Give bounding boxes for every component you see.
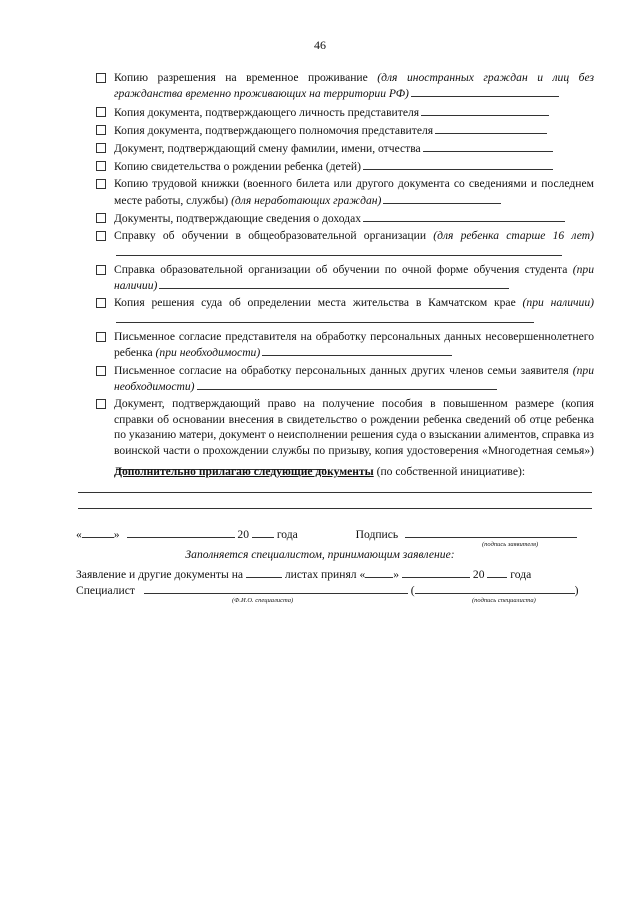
checkbox[interactable] bbox=[96, 298, 106, 308]
applicant-signature-field[interactable] bbox=[405, 526, 577, 538]
checklist-item-text: Копия решения суда об определении места жительства в Камчатском крае bbox=[114, 296, 523, 310]
received-year-prefix: 20 bbox=[472, 568, 485, 581]
checkbox[interactable] bbox=[96, 73, 106, 83]
checklist-item-text: Письменное согласие представителя на обработку персональных данных несовершеннолетнего ребенка bbox=[114, 330, 594, 360]
checkbox[interactable] bbox=[96, 143, 106, 153]
received-month-field[interactable] bbox=[402, 566, 470, 578]
date-year-prefix: 20 bbox=[237, 528, 249, 541]
checkbox[interactable] bbox=[96, 213, 106, 223]
checkbox[interactable] bbox=[96, 366, 106, 376]
checklist-item-text: Документ, подтверждающий смену фамилии, имени, отчества bbox=[114, 142, 421, 156]
checklist-item bbox=[96, 140, 594, 156]
specialist-label: Специалист bbox=[76, 584, 135, 597]
date-open-quote: « bbox=[76, 528, 82, 541]
checkbox[interactable] bbox=[96, 231, 106, 241]
checklist-item-fill-line[interactable] bbox=[197, 378, 497, 390]
checklist-item-text: Копия документа, подтверждающего личность представителя bbox=[114, 105, 420, 119]
date-month-field[interactable] bbox=[127, 526, 235, 538]
checklist-item-fill-line[interactable] bbox=[383, 192, 501, 204]
extra-documents-title-rest: (по собственной инициативе): bbox=[373, 465, 526, 478]
checkbox[interactable] bbox=[96, 179, 106, 189]
signature-label: Подпись bbox=[355, 528, 399, 541]
extra-documents-title bbox=[114, 465, 525, 478]
checklist-item-fill-line[interactable] bbox=[116, 311, 534, 323]
checkbox[interactable] bbox=[96, 399, 106, 409]
page-number: 46 bbox=[314, 38, 326, 52]
extra-documents-title-bold: Дополнительно прилагаю следующие документы bbox=[114, 465, 374, 478]
date-close-quote: » bbox=[113, 528, 120, 541]
checklist-item-text: Документ, подтверждающий право на получение пособия в повышенном размере (копия справки об основании внесения в свидетельство о рождении ребенка сведений об отце ребенка по указанию матери, документ о неисполнении решения суда о взыскании алиментов, справка из воинской части о прохождении службы по призыву, копия удостоверения «Многодетная семья») bbox=[114, 397, 594, 457]
specialist-open-paren: ( bbox=[410, 584, 415, 597]
specialist-name-field[interactable] bbox=[144, 582, 408, 594]
received-day-field[interactable] bbox=[365, 566, 393, 578]
checklist-item-fill-line[interactable] bbox=[411, 85, 559, 97]
checklist-item-text: Копия документа, подтверждающего полномочия представителя bbox=[114, 123, 434, 137]
received-year-suffix: года bbox=[510, 568, 532, 581]
received-prefix: Заявление и другие документы на bbox=[76, 568, 244, 581]
document-checklist bbox=[96, 70, 594, 476]
checklist-item-text: Копию свидетельства о рождении ребенка (детей) bbox=[114, 160, 361, 174]
received-year-field[interactable] bbox=[487, 566, 507, 578]
checklist-item-text: Документы, подтверждающие сведения о доходах bbox=[114, 212, 362, 226]
checklist-item-fill-line[interactable] bbox=[116, 244, 562, 256]
received-row bbox=[76, 566, 606, 581]
date-day-field[interactable] bbox=[82, 526, 114, 538]
checklist-item-fill-line[interactable] bbox=[435, 122, 547, 134]
checkbox[interactable] bbox=[96, 161, 106, 171]
received-mid: листах принял « bbox=[284, 568, 366, 581]
checklist-item bbox=[96, 363, 594, 395]
checklist-item-note: (для ребенка старше 16 лет) bbox=[433, 229, 594, 243]
checklist-item bbox=[96, 176, 594, 208]
checklist-item-fill-line[interactable] bbox=[423, 140, 553, 152]
specialist-signature-hint: (подпись специалиста) bbox=[472, 597, 536, 604]
checklist-item-note: (при необходимости) bbox=[155, 346, 261, 360]
sheets-count-field[interactable] bbox=[246, 566, 282, 578]
checklist-item-text: Письменное согласие на обработку персональных данных других членов семьи заявителя bbox=[114, 363, 573, 377]
applicant-signature-row bbox=[76, 526, 596, 541]
checklist-item bbox=[96, 262, 594, 294]
checklist-item-note: (для иностранных граждан и лиц без гражданства временно проживающих на территории РФ) bbox=[114, 71, 594, 101]
checklist-item-fill-line[interactable] bbox=[363, 158, 553, 170]
received-close-quote: » bbox=[393, 568, 400, 581]
specialist-name-hint: (Ф.И.О. специалиста) bbox=[232, 597, 294, 604]
checklist-item bbox=[96, 158, 594, 174]
date-year-field[interactable] bbox=[252, 526, 274, 538]
staff-note: Заполняется специалистом, принимающим заявление: bbox=[185, 548, 455, 561]
checklist-item bbox=[96, 295, 594, 327]
checklist-item-text: Копию разрешения на временное проживание bbox=[114, 71, 378, 84]
checklist-item-fill-line[interactable] bbox=[159, 277, 509, 289]
checklist-item-note: (при наличии) bbox=[114, 262, 594, 293]
specialist-signature-field[interactable] bbox=[415, 582, 575, 594]
specialist-close-paren: ) bbox=[574, 584, 579, 597]
checklist-item bbox=[96, 70, 594, 102]
checklist-item-text: Справка образовательной организации об обучении по очной форме обучения студента bbox=[114, 262, 573, 276]
checkbox[interactable] bbox=[96, 125, 106, 135]
specialist-row bbox=[76, 582, 606, 597]
checklist-item bbox=[96, 122, 594, 138]
checklist-item bbox=[96, 329, 594, 361]
checklist-item-note: (при необходимости) bbox=[114, 363, 594, 394]
checklist-item-fill-line[interactable] bbox=[363, 210, 565, 222]
checklist-item bbox=[96, 228, 594, 260]
checklist-item bbox=[96, 396, 594, 474]
checklist-item-fill-line[interactable] bbox=[421, 104, 549, 116]
checkbox[interactable] bbox=[96, 107, 106, 117]
checkbox[interactable] bbox=[96, 265, 106, 275]
checkbox[interactable] bbox=[96, 332, 106, 342]
checklist-item bbox=[96, 210, 594, 226]
extra-documents-line-1[interactable] bbox=[78, 492, 592, 493]
checklist-item-text: Копию трудовой книжки (военного билета или другого документа со сведениями и последнем месте работы, службы) bbox=[114, 177, 594, 207]
checklist-item-text: Справку об обучении в общеобразовательной организации bbox=[114, 229, 434, 243]
checklist-item-note: (при наличии) bbox=[522, 296, 594, 310]
date-year-suffix: года bbox=[276, 528, 298, 541]
checklist-item-fill-line[interactable] bbox=[262, 344, 452, 356]
extra-documents-line-2[interactable] bbox=[78, 508, 592, 509]
checklist-item bbox=[96, 104, 594, 120]
checklist-item-note: (для неработающих граждан) bbox=[231, 193, 382, 207]
applicant-signature-hint: (подпись заявителя) bbox=[482, 541, 539, 548]
